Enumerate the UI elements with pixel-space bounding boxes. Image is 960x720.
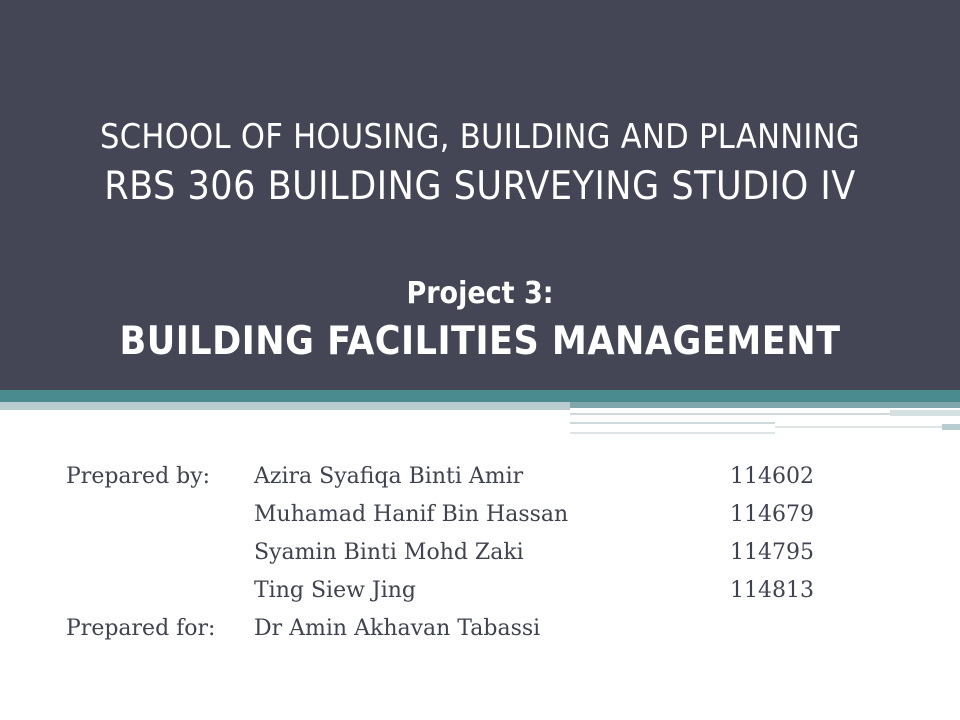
credits-block — [66, 458, 850, 648]
slide-title — [0, 112, 960, 368]
accent-stripe-light — [0, 402, 570, 410]
accent-line — [570, 432, 775, 434]
prepared-for-label: Prepared for: — [66, 616, 216, 641]
member-id: 114813 — [730, 578, 814, 603]
course-title: RBS 306 BUILDING SURVEYING STUDIO IV — [104, 164, 856, 209]
member-row — [66, 458, 850, 496]
member-row — [66, 496, 850, 534]
project-title: BUILDING FACILITIES MANAGEMENT — [119, 319, 841, 364]
accent-line — [942, 424, 960, 430]
member-id: 114602 — [730, 464, 814, 489]
member-name: Azira Syafiqa Binti Amir — [254, 464, 524, 489]
member-name: Syamin Binti Mohd Zaki — [254, 540, 524, 565]
member-id: 114679 — [730, 502, 814, 527]
member-row — [66, 534, 850, 572]
supervisor-name: Dr Amin Akhavan Tabassi — [254, 616, 541, 641]
accent-line — [570, 413, 890, 415]
accent-line — [570, 422, 775, 424]
accent-stripe-mid — [570, 402, 960, 408]
accent-stripe — [0, 390, 960, 402]
member-row — [66, 572, 850, 610]
member-name: Ting Siew Jing — [254, 578, 417, 603]
project-number: Project 3: — [406, 276, 554, 311]
member-name: Muhamad Hanif Bin Hassan — [254, 502, 569, 527]
school-name: SCHOOL OF HOUSING, BUILDING AND PLANNING — [100, 117, 860, 157]
accent-line — [775, 426, 942, 428]
prepared-by-label: Prepared by: — [66, 464, 211, 489]
accent-line — [890, 410, 960, 416]
member-id: 114795 — [730, 540, 814, 565]
supervisor-row — [66, 610, 850, 648]
